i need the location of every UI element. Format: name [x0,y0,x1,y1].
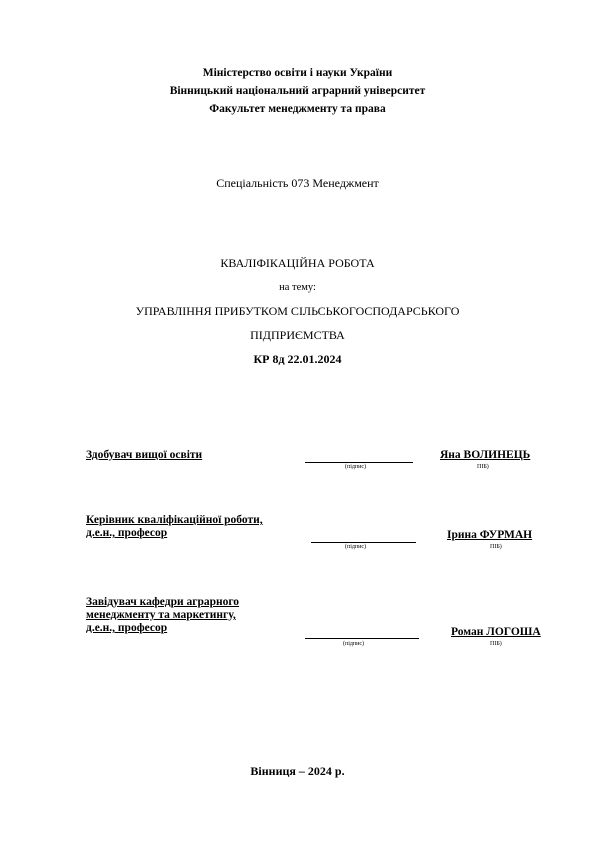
name-hint: ПІБ) [490,544,502,550]
role-line: менеджменту та маркетингу, [86,609,236,621]
signature-line [305,462,413,463]
on-topic-label: на тему: [279,282,316,293]
name-hint: ПІБ) [490,641,502,647]
work-title-line-2: ПІДПРИЄМСТВА [250,328,345,342]
role-head-of-department [86,596,239,635]
role-line: Керівник кваліфікаційної роботи, [86,514,263,526]
head-of-department-name: Роман ЛОГОША [451,626,541,638]
role-line: д.е.н., професор [86,527,168,539]
work-title-line-1: УПРАВЛІННЯ ПРИБУТКОМ СІЛЬСЬКОГОСПОДАРСЬКОГО [135,304,460,318]
supervisor-name: Ірина ФУРМАН [447,529,533,541]
signature-hint: (підпис) [343,641,365,647]
name-hint: ПІБ) [477,464,489,470]
role-line: д.е.н., професор [86,622,168,634]
signature-hint: (підпис) [345,464,367,470]
role-line: Завідувач кафедри аграрного [86,596,240,608]
work-code: КР 8д 22.01.2024 [253,352,342,366]
university-name: Вінницький національний аграрний університет [169,85,426,97]
role-line: Здобувач вищої освіти [86,449,203,461]
signature-hint: (підпис) [345,544,367,550]
role-supervisor [86,514,263,540]
role-student [86,449,202,462]
signature-line [305,638,419,639]
signature-line [311,542,416,543]
faculty-name: Факультет менеджменту та права [209,103,386,115]
city-year: Вінниця – 2024 р. [250,764,345,778]
ministry-name: Міністерство освіти і науки України [202,67,393,79]
work-type: КВАЛІФІКАЦІЙНА РОБОТА [220,256,375,270]
student-name: Яна ВОЛИНЕЦЬ [440,449,531,461]
specialty: Спеціальність 073 Менеджмент [216,176,379,190]
